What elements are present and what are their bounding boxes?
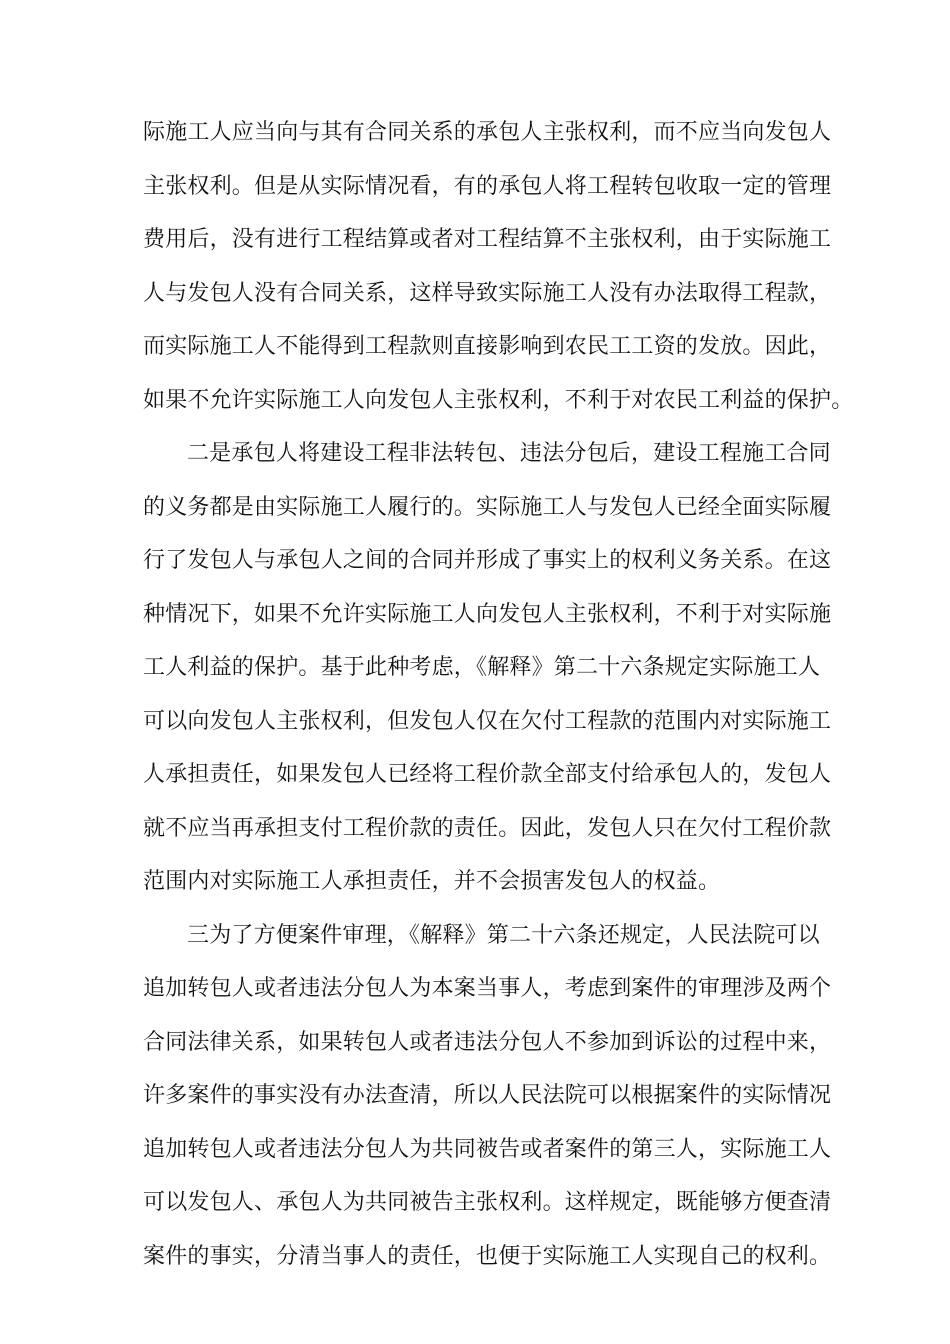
text-line: 范围内对实际施工人承担责任，并不会损害发包人的权益。 [143,869,721,894]
paragraph-first-line: 三为了方便案件审理，《解释》第二十六条还规定，人民法院可以 [187,923,820,948]
text-line: 许多案件的事实没有办法查清，所以人民法院可以根据案件的实际情况 [143,1083,832,1108]
text-line: 人承担责任，如果发包人已经将工程价款全部支付给承包人的，发包人 [143,762,832,787]
text-line: 种情况下，如果不允许实际施工人向发包人主张权利，不利于对实际施 [143,602,832,627]
text-line: 主张权利。但是从实际情况看，有的承包人将工程转包收取一定的管理 [143,174,832,199]
text-line: 如果不允许实际施工人向发包人主张权利，不利于对农民工利益的保护。 [143,388,854,413]
text-line: 追加转包人或者违法分包人为本案当事人，考虑到案件的审理涉及两个 [143,976,832,1001]
text-line: 追加转包人或者违法分包人为共同被告或者案件的第三人，实际施工人 [143,1137,832,1162]
text-line: 可以发包人、承包人为共同被告主张权利。这样规定，既能够方便查清 [143,1190,832,1215]
text-line: 而实际施工人不能得到工程款则直接影响到农民工工资的发放。因此， [143,334,832,359]
text-line: 就不应当再承担支付工程价款的责任。因此，发包人只在欠付工程价款 [143,816,832,841]
text-line: 的义务都是由实际施工人履行的。实际施工人与发包人已经全面实际履 [143,495,832,520]
text-line: 费用后，没有进行工程结算或者对工程结算不主张权利，由于实际施工 [143,227,832,252]
text-line: 合同法律关系，如果转包人或者违法分包人不参加到诉讼的过程中来， [143,1030,832,1055]
paragraph-first-line: 二是承包人将建设工程非法转包、违法分包后，建设工程施工合同 [187,441,831,466]
text-line: 际施工人应当向与其有合同关系的承包人主张权利，而不应当向发包人 [143,120,832,145]
text-line: 工人利益的保护。基于此种考虑，《解释》第二十六条规定实际施工人 [143,655,821,680]
text-line: 人与发包人没有合同关系，这样导致实际施工人没有办法取得工程款， [143,281,832,306]
text-line: 行了发包人与承包人之间的合同并形成了事实上的权利义务关系。在这 [143,548,832,573]
text-line: 可以向发包人主张权利，但发包人仅在欠付工程款的范围内对实际施工 [143,709,832,734]
text-line: 案件的事实，分清当事人的责任，也便于实际施工人实现自己的权利。 [143,1244,832,1269]
